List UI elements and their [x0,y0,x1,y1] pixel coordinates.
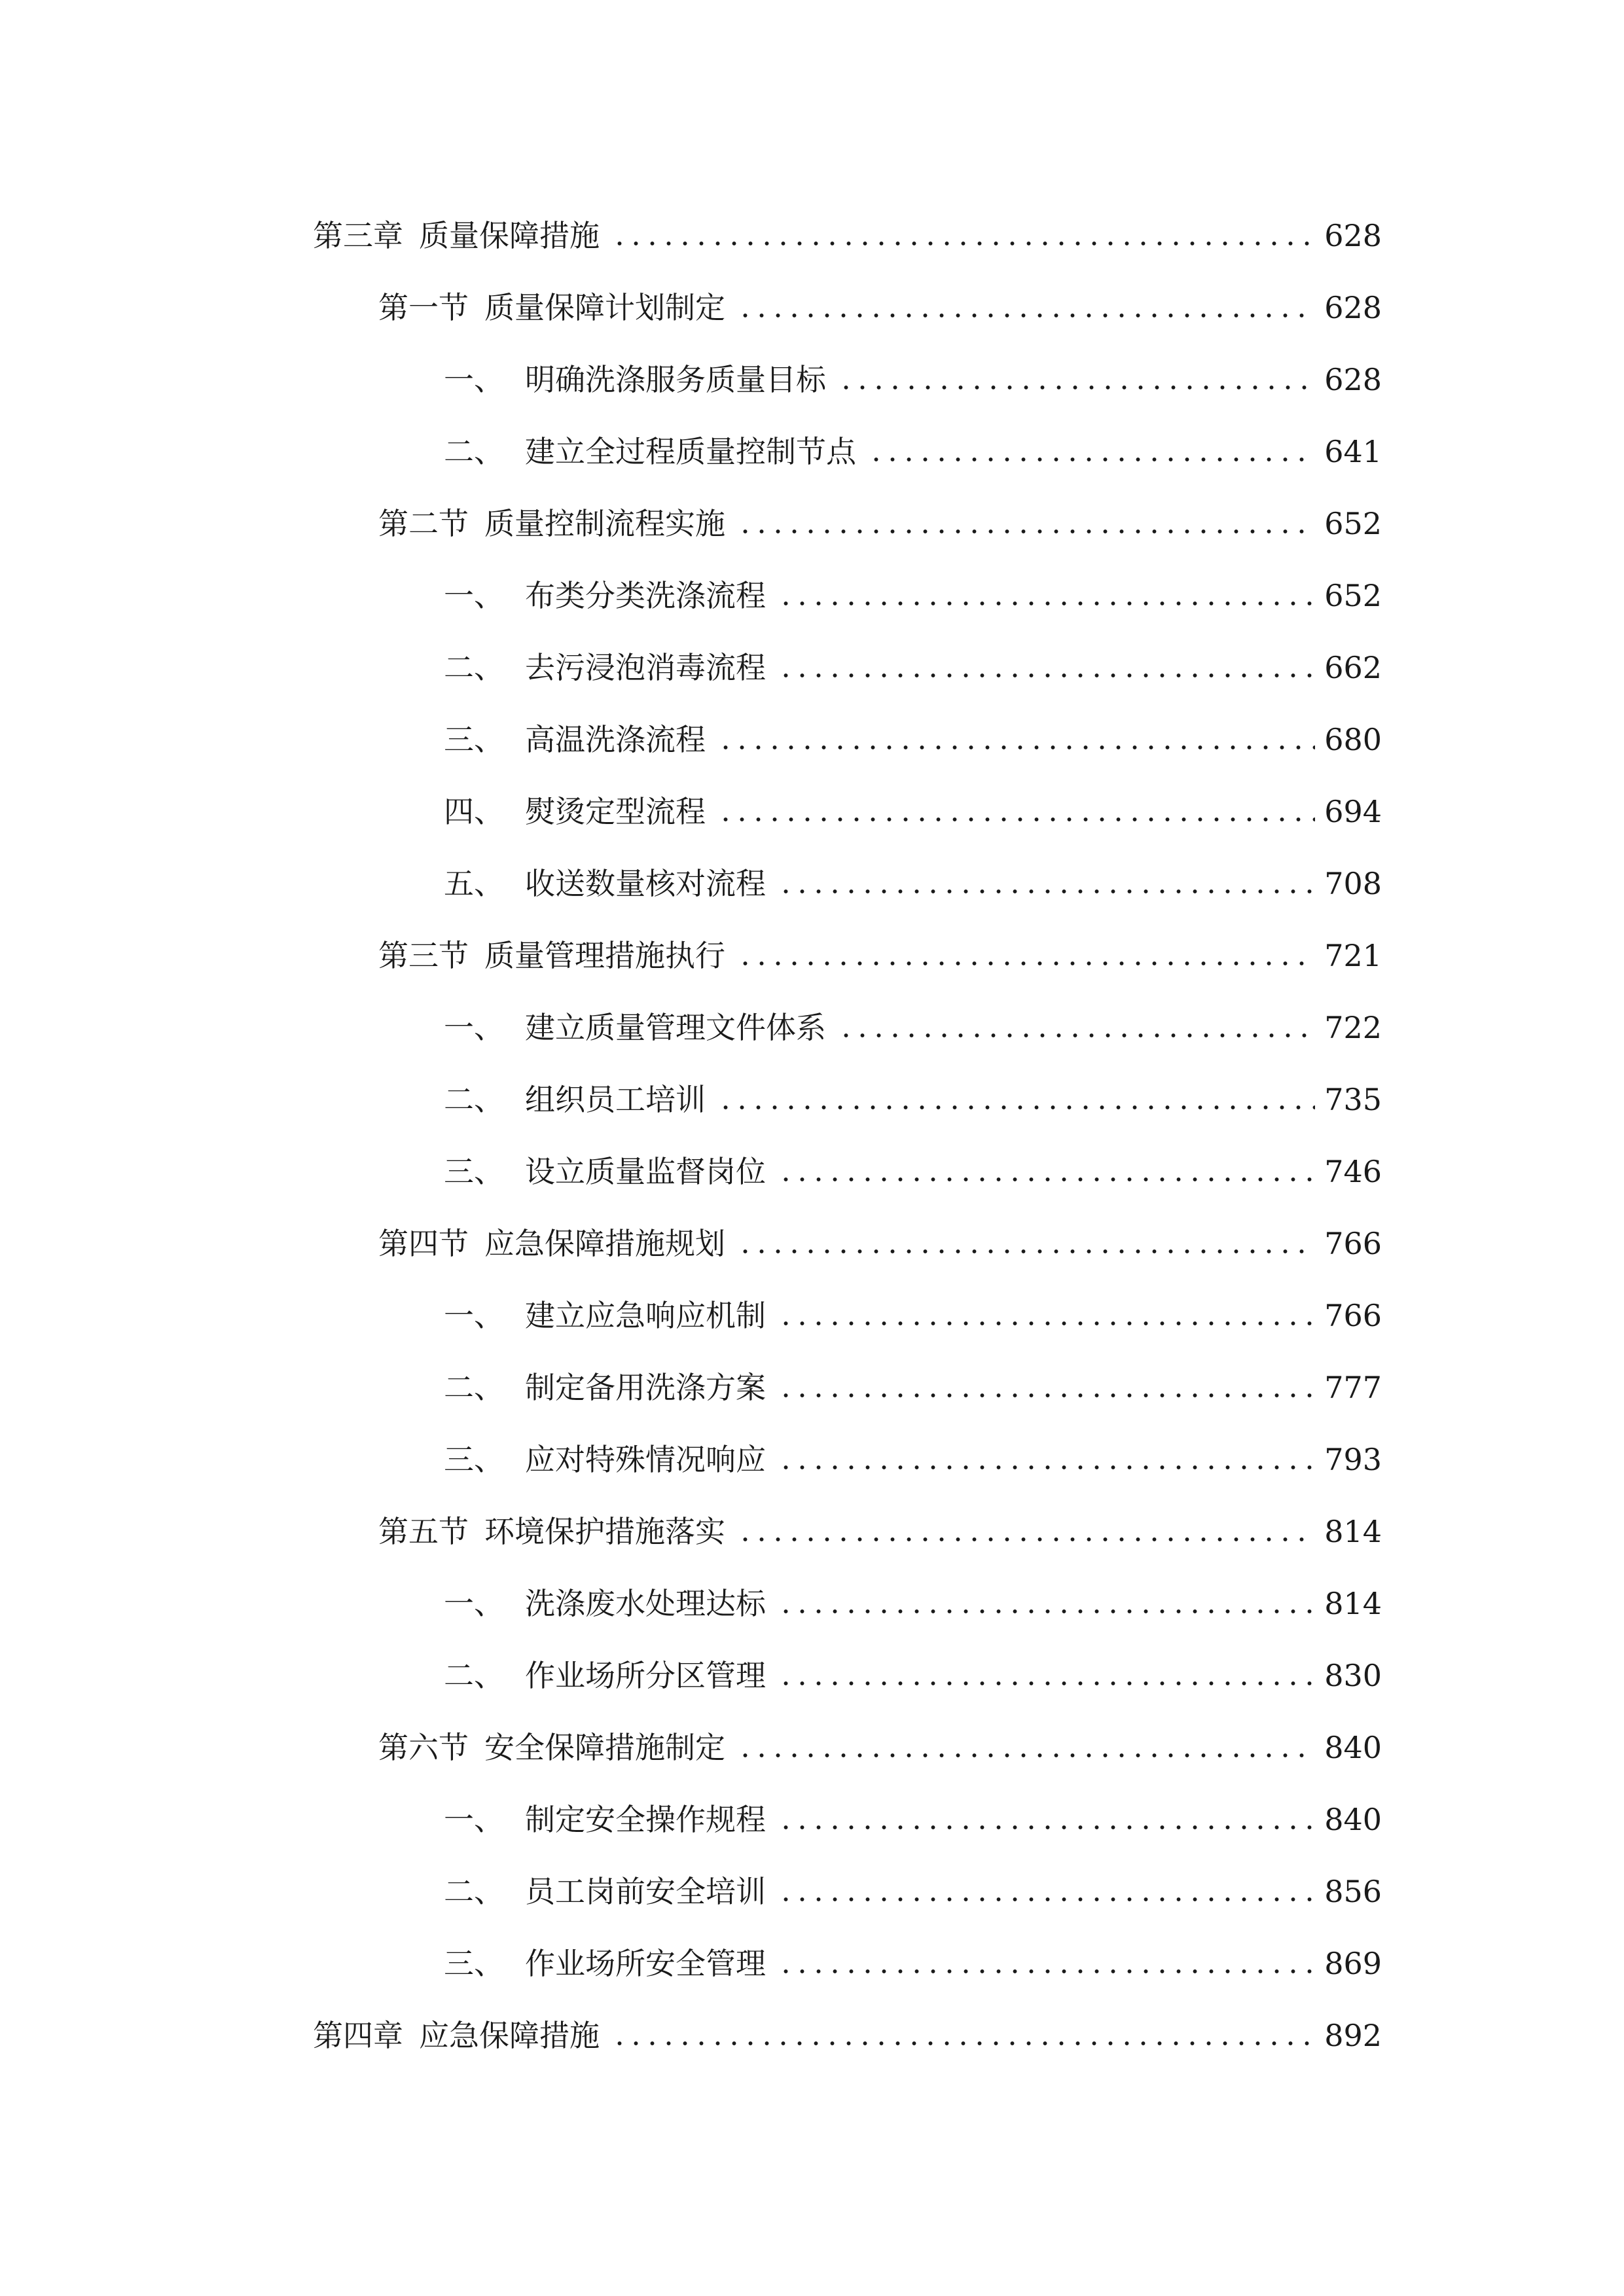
toc-entry-subsection[interactable] [444,1427,1382,1479]
dot-leader [778,1825,1315,1830]
entry-title: 应急保障措施规划 [484,1226,725,1261]
dot-leader [778,1465,1315,1470]
dot-leader [737,1249,1315,1254]
entry-number: 第六节 [378,1730,469,1765]
entry-page-number: 814 [1324,1586,1382,1621]
entry-title: 质量保障措施 [419,218,600,253]
entry-number: 第三章 [313,218,403,253]
entry-page-number: 766 [1324,1298,1382,1333]
entry-number: 一、 [444,1010,504,1045]
entry-number: 二、 [444,650,504,685]
entry-number: 一、 [444,578,504,613]
toc-entry-subsection[interactable] [444,1787,1382,1839]
entry-title: 明确洗涤服务质量目标 [525,362,826,397]
entry-title: 质量管理措施执行 [484,938,725,973]
entry-title: 质量保障计划制定 [484,290,725,325]
dot-leader [778,1897,1315,1902]
entry-page-number: 766 [1324,1226,1382,1261]
entry-page-number: 892 [1324,2018,1382,2053]
entry-title: 建立应急响应机制 [525,1298,766,1333]
toc-entry-subsection[interactable] [444,779,1382,831]
entry-page-number: 869 [1324,1946,1382,1981]
entry-number: 三、 [444,1442,504,1477]
entry-page-number: 680 [1324,722,1382,757]
entry-number: 第四节 [378,1226,469,1261]
toc-entry-section[interactable] [378,1499,1382,1551]
toc-entry-subsection[interactable] [444,1355,1382,1407]
entry-number: 二、 [444,1658,504,1693]
toc-entry-subsection[interactable] [444,635,1382,687]
entry-page-number: 641 [1324,434,1382,469]
entry-number: 一、 [444,1586,504,1621]
dot-leader [611,2041,1315,2046]
toc-entry-section[interactable] [378,275,1382,327]
entry-page-number: 793 [1324,1442,1382,1477]
entry-page-number: 628 [1324,362,1382,397]
entry-page-number: 814 [1324,1514,1382,1549]
entry-title: 作业场所安全管理 [525,1946,766,1981]
toc-entry-subsection[interactable] [444,995,1382,1047]
toc-entry-subsection[interactable] [444,1643,1382,1695]
entry-number: 一、 [444,1802,504,1837]
entry-number: 第三节 [378,938,469,973]
dot-leader [778,1681,1315,1686]
entry-number: 第二节 [378,506,469,541]
entry-page-number: 746 [1324,1154,1382,1189]
entry-number: 第五节 [378,1514,469,1549]
toc-entry-section[interactable] [378,491,1382,543]
entry-number: 二、 [444,1082,504,1117]
dot-leader [737,313,1315,318]
entry-number: 三、 [444,1946,504,1981]
dot-leader [778,673,1315,678]
dot-leader [611,241,1315,246]
entry-number: 二、 [444,1874,504,1909]
entry-page-number: 652 [1324,506,1382,541]
entry-title: 高温洗涤流程 [525,722,706,757]
entry-number: 三、 [444,722,504,757]
entry-number: 第一节 [378,290,469,325]
entry-page-number: 628 [1324,218,1382,253]
dot-leader [737,961,1315,966]
entry-title: 安全保障措施制定 [484,1730,725,1765]
dot-leader [778,1393,1315,1398]
toc-entry-subsection[interactable] [444,707,1382,759]
entry-title: 制定备用洗涤方案 [525,1370,766,1405]
toc-entry-section[interactable] [378,923,1382,975]
toc-entry-subsection[interactable] [444,1067,1382,1119]
entry-page-number: 708 [1324,866,1382,901]
dot-leader [717,1105,1315,1110]
toc-entry-section[interactable] [378,1715,1382,1767]
entry-number: 一、 [444,362,504,397]
entry-number: 二、 [444,434,504,469]
dot-leader [778,1969,1315,1974]
entry-number: 一、 [444,1298,504,1333]
entry-number: 四、 [444,794,504,829]
toc-entry-chapter[interactable] [313,2003,1382,2055]
dot-leader [717,817,1315,822]
entry-number: 三、 [444,1154,504,1189]
dot-leader [778,601,1315,606]
toc-entry-subsection[interactable] [444,347,1382,399]
entry-page-number: 662 [1324,650,1382,685]
entry-title: 建立全过程质量控制节点 [525,434,856,469]
dot-leader [778,889,1315,894]
entry-page-number: 840 [1324,1730,1382,1765]
dot-leader [838,385,1315,390]
entry-page-number: 722 [1324,1010,1382,1045]
entry-title: 员工岗前安全培训 [525,1874,766,1909]
toc-entry-subsection[interactable] [444,1571,1382,1623]
entry-page-number: 694 [1324,794,1382,829]
toc-entry-subsection[interactable] [444,851,1382,903]
entry-title: 洗涤废水处理达标 [525,1586,766,1621]
dot-leader [737,529,1315,534]
entry-number: 五、 [444,866,504,901]
dot-leader [778,1321,1315,1326]
dot-leader [737,1753,1315,1758]
entry-page-number: 856 [1324,1874,1382,1909]
entry-title: 应对特殊情况响应 [525,1442,766,1477]
entry-page-number: 840 [1324,1802,1382,1837]
toc-entry-subsection[interactable] [444,563,1382,615]
entry-page-number: 652 [1324,578,1382,613]
entry-title: 组织员工培训 [525,1082,706,1117]
toc-entry-subsection[interactable] [444,1931,1382,1983]
entry-title: 环境保护措施落实 [484,1514,725,1549]
entry-page-number: 777 [1324,1370,1382,1405]
dot-leader [778,1177,1315,1182]
entry-page-number: 830 [1324,1658,1382,1693]
dot-leader [737,1537,1315,1542]
dot-leader [838,1033,1315,1038]
entry-title: 去污浸泡消毒流程 [525,650,766,685]
entry-page-number: 628 [1324,290,1382,325]
dot-leader [868,457,1315,462]
toc-entry-section[interactable] [378,1211,1382,1263]
entry-page-number: 735 [1324,1082,1382,1117]
entry-number: 第四章 [313,2018,403,2053]
entry-title: 布类分类洗涤流程 [525,578,766,613]
toc-entry-chapter[interactable] [313,203,1382,255]
entry-page-number: 721 [1324,938,1382,973]
dot-leader [717,745,1315,750]
dot-leader [778,1609,1315,1614]
entry-title: 熨烫定型流程 [525,794,706,829]
entry-title: 建立质量管理文件体系 [525,1010,826,1045]
entry-title: 作业场所分区管理 [525,1658,766,1693]
entry-title: 应急保障措施 [419,2018,600,2053]
toc-entry-subsection[interactable] [444,419,1382,471]
toc-entry-subsection[interactable] [444,1283,1382,1335]
entry-title: 设立质量监督岗位 [525,1154,766,1189]
entry-title: 制定安全操作规程 [525,1802,766,1837]
toc-entry-subsection[interactable] [444,1139,1382,1191]
entry-number: 二、 [444,1370,504,1405]
entry-title: 收送数量核对流程 [525,866,766,901]
toc-entry-subsection[interactable] [444,1859,1382,1911]
entry-title: 质量控制流程实施 [484,506,725,541]
